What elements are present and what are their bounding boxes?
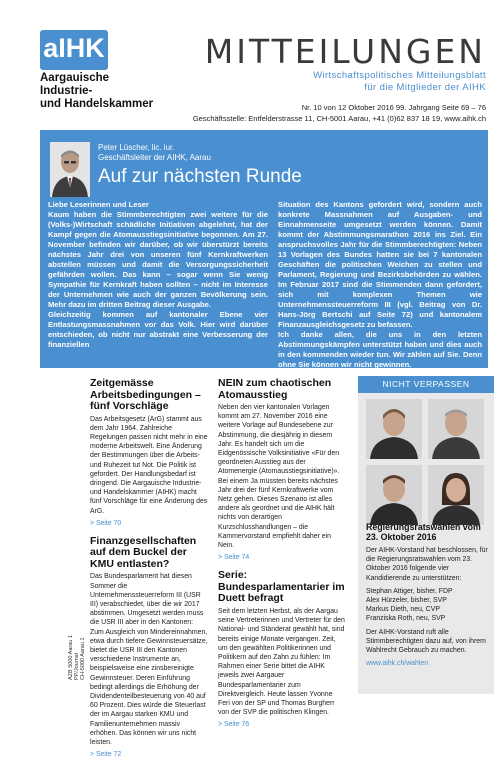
article-arbeitsbedingungen: [90, 378, 208, 528]
candidate-item: Franziska Roth, neu, SVP: [366, 615, 446, 623]
stamp-line: PP/Journal: [74, 653, 80, 680]
stamp-line: AZB 5000 Aarau 1: [68, 635, 74, 680]
candidate-list: [366, 587, 490, 624]
postal-stamp: [68, 600, 86, 680]
article-page-link[interactable]: > Seite 74: [218, 554, 250, 562]
portrait-photo-icon: [50, 142, 90, 197]
sidebar-heading: NICHT VERPASSEN: [358, 376, 494, 393]
editorial-salutation: Liebe Leserinnen und Leser: [48, 200, 149, 209]
sidebar-appeal: Der AIHK-Vorstand ruft alle Stimmberechtigten dazu auf, von ihrem Wahlrecht Gebrauch zu machen.: [366, 628, 486, 655]
article-page-link[interactable]: > Seite 70: [90, 519, 122, 527]
article-body: Seit dem letzten Herbst, als der Aargau seine Vertreterinnen und Vertreter für den National- und Ständerat gewählt hat, sind bereits einige Monate vergangen. Zeit, um den gewählten Politikerinnen und Politikern auf den Zahn zu fühlen: Im Rahmen einer Serie bittet die AIHK jeweils zwei Aargauer Bundesparlamentarier zum Direktvergleich. Heute lassen Yvonne Feri von der SP und Thomas Burgherr von der SVP die politischen Klingen.: [218, 607, 345, 717]
person-photo-icon: [428, 465, 484, 525]
logo-text: aIHK: [43, 33, 105, 63]
article-finanzgesellschaften: [90, 536, 208, 760]
candidate-item: Alex Hürzeler, bisher, SVP: [366, 597, 447, 605]
issue-info: Nr. 10 von 12 Oktober 2016 99. Jahrgang Seite 69 – 76: [301, 103, 486, 112]
article-body: Neben den vier kantonalen Vorlagen kommt am 27. November 2016 eine weitere Vorlage auf Bundesebene zur Abstimmung, die diesjährig in diesem Jahr. Es handelt sich um die Eidgenössische Volksinitiative «Für den geordneten Ausstieg aus der Atomenergie (Atomausstiegsinitiative)». Bei einem Ja müssten bereits nächstes Jahr drei der fünf Kernkraftwerke vom Netz gehen. Dieses Szenario ist alles andere als geordnet und die AIHK hält nichts von derartigen Kurzschlusshandlungen – die Kammervorstand empfiehlt daher ein Nein.: [218, 404, 340, 550]
editorial-title: Auf zur nächsten Runde: [98, 166, 302, 187]
candidate-photo: [428, 465, 484, 525]
sidebar-intro: Der AIHK-Vorstand hat beschlossen, für die Regierungsratswahlen vom 23. Oktober 2016 folgende vier Kandidierende zu unterstützen:: [366, 547, 488, 582]
article-title: Finanzgesellschaften auf dem Buckel der KMU entlasten?: [90, 534, 197, 570]
article-title: Zeitgemässe Arbeitsbedingungen – fünf Vorschläge: [90, 377, 201, 412]
editorial-paragraph: Kaum haben die Stimmberechtigten zwei weitere für die (Volks-)Wirtschaft schädliche Initiativen abgelehnt, hat der Kampf gegen die Atomausstiegsinitiative begonnen. Am 27. November befinden wir darüber, ob wir überstürzt bereits nächstes Jahr drei von unseren fünf Kernkraftwerken abstellen müssen und damit die Versorgungssicherheit gefährden wollen. Das kann – sogar wenn Sie wenig Sympathie für Kernkraft haben sollten – nicht im Interesse der Unternehmen wie auch der ganzen Bevölkerung sein. Mehr dazu im dritten Beitrag dieser Ausgabe.: [48, 210, 268, 309]
person-photo-icon: [366, 399, 422, 459]
article-body: Das Arbeitsgesetz (ArG) stammt aus dem Jahr 1964. Zahlreiche Regelungen passen nicht mehr in eine moderne Arbeitswelt. Eine Änderung der Bestimmungen über die Arbeits- und Ruhezeit tut Not. Die Politik ist gefordert. Der Handlungsbedarf ist dringend. Die Aargauische Industrie- und Handelskammer (AIHK) macht fünf Vorschläge für eine Änderung des ArG.: [90, 415, 208, 515]
article-title: NEIN zum chaotischen Atomausstieg: [218, 377, 332, 401]
candidate-photos: [358, 393, 494, 531]
org-name: [40, 72, 160, 111]
editorial-author: [98, 143, 211, 163]
author-role: Geschäftsleiter der AIHK, Aarau: [98, 153, 211, 162]
article-column-1: [90, 378, 208, 768]
tagline-line-1: Wirtschaftspolitisches Mitteilungsblatt: [313, 70, 486, 81]
address-info: Geschäftsstelle: Entfelderstrasse 11, CH-5001 Aarau, +41 (0)62 837 18 19, www.aihk.ch: [192, 114, 486, 123]
article-column-2: [218, 378, 346, 738]
article-page-link[interactable]: > Seite 72: [90, 751, 122, 759]
editorial-paragraph: Ich danke allen, die uns in den letzten Abstimmungskämpfen unterstützt haben und dies auch in den kommenden wieder tun. Wir zählen auf Sie. Denn ohne Sie können wir nicht gewinnen.: [278, 330, 482, 369]
org-name-line-2: und Handelskammer: [40, 98, 154, 110]
person-photo-icon: [366, 465, 422, 525]
tagline: [200, 70, 486, 94]
tagline-line-2: für die Mitglieder der AIHK: [364, 82, 486, 93]
sidebar-body: [366, 546, 490, 672]
article-page-link[interactable]: > Seite 76: [218, 721, 250, 729]
sidebar-link[interactable]: www.aihk.ch/wahlen: [366, 660, 429, 668]
article-title: Serie: Bundesparlamentarier im Duett befragt: [218, 569, 345, 605]
candidate-photo: [428, 399, 484, 459]
candidate-photo: [366, 465, 422, 525]
editorial-paragraph: Gleichzeitig kommen auf kantonaler Ebene vier Entlastungsmassnahmen vor das Volk. Hier wird darüber entschieden, ob nicht nur abstrakt eine Verbesserung der finanziellen: [48, 310, 268, 349]
person-photo-icon: [428, 399, 484, 459]
article-body: Das Bundesparlament hat diesen Sommer die Unternehmenssteuerreform III (USR III) verabschiedet, über die wir 2017 abstimmen. Umgesetzt werden muss die USR III aber in den Kantonen: Zum Ausgleich von Mindereinnahmen, etwa durch tiefere Gewinnsteuersätze, bietet die USR III den Kantonen verschiedene Instrumente an, beispielsweise eine zinsbereinigte Gewinnsteuer. Deren Einführung bedingt allerdings die Erhöhung der Dividendenteilbesteuerung von 40 auf 60 Prozent. Dies würde die Steuerlast der im Aargau starken KMU und Familienunternehmen massiv erhöhen. Das können wir uns nicht leisten.: [90, 573, 208, 747]
author-portrait: [50, 142, 90, 197]
candidate-item: Markus Dieth, neu, CVP: [366, 606, 440, 614]
editorial-paragraph: Situation des Kantons gefordert wird, sondern auch konkrete Massnahmen auf Ausgaben- und Einnahmenseite umgesetzt werden können. Damit kommt der Abstimmungsmarathon 2016 ins Ziel. Ein anspruchsvolles Jahr für die Stimmberechtigten: Neben 13 Vorlagen des Bundes hatten sie bei 7 kantonalen Geschäften die politischen Weichen zu stellen und Parlament, Regierung und Bezirksbehörden zu wählen. Im Februar 2017 sind die Stimmenden dann gefordert, sich mit komplexen Themen wie Unternehmenssteuerreform III (vgl. Beitrag von Dr. Hans-Jörg Bertschi auf Seite 72) und kantonalem Finanzausgleichsgesetz zu befassen.: [278, 200, 482, 329]
article-bundesparlamentarier: [218, 570, 346, 729]
editorial-column-right: [278, 200, 482, 370]
article-atomausstieg: [218, 378, 346, 562]
candidate-item: Stephan Attiger, bisher, FDP: [366, 587, 453, 595]
org-name-line-1: Aargauische Industrie-: [40, 72, 110, 97]
aihk-logo: [40, 30, 108, 70]
sidebar-title: Regierungsratswahlen vom 23. Oktober 2016: [366, 522, 481, 542]
sidebar-nicht-verpassen: [358, 376, 494, 694]
author-name: Peter Lüscher, lic. iur.: [98, 143, 175, 152]
editorial-box: [40, 130, 488, 368]
candidate-photo: [366, 399, 422, 459]
editorial-column-left: [48, 200, 268, 350]
masthead-title: MITTEILUNGEN: [204, 32, 486, 71]
stamp-line: CH-5000 Aarau 1: [80, 637, 86, 680]
